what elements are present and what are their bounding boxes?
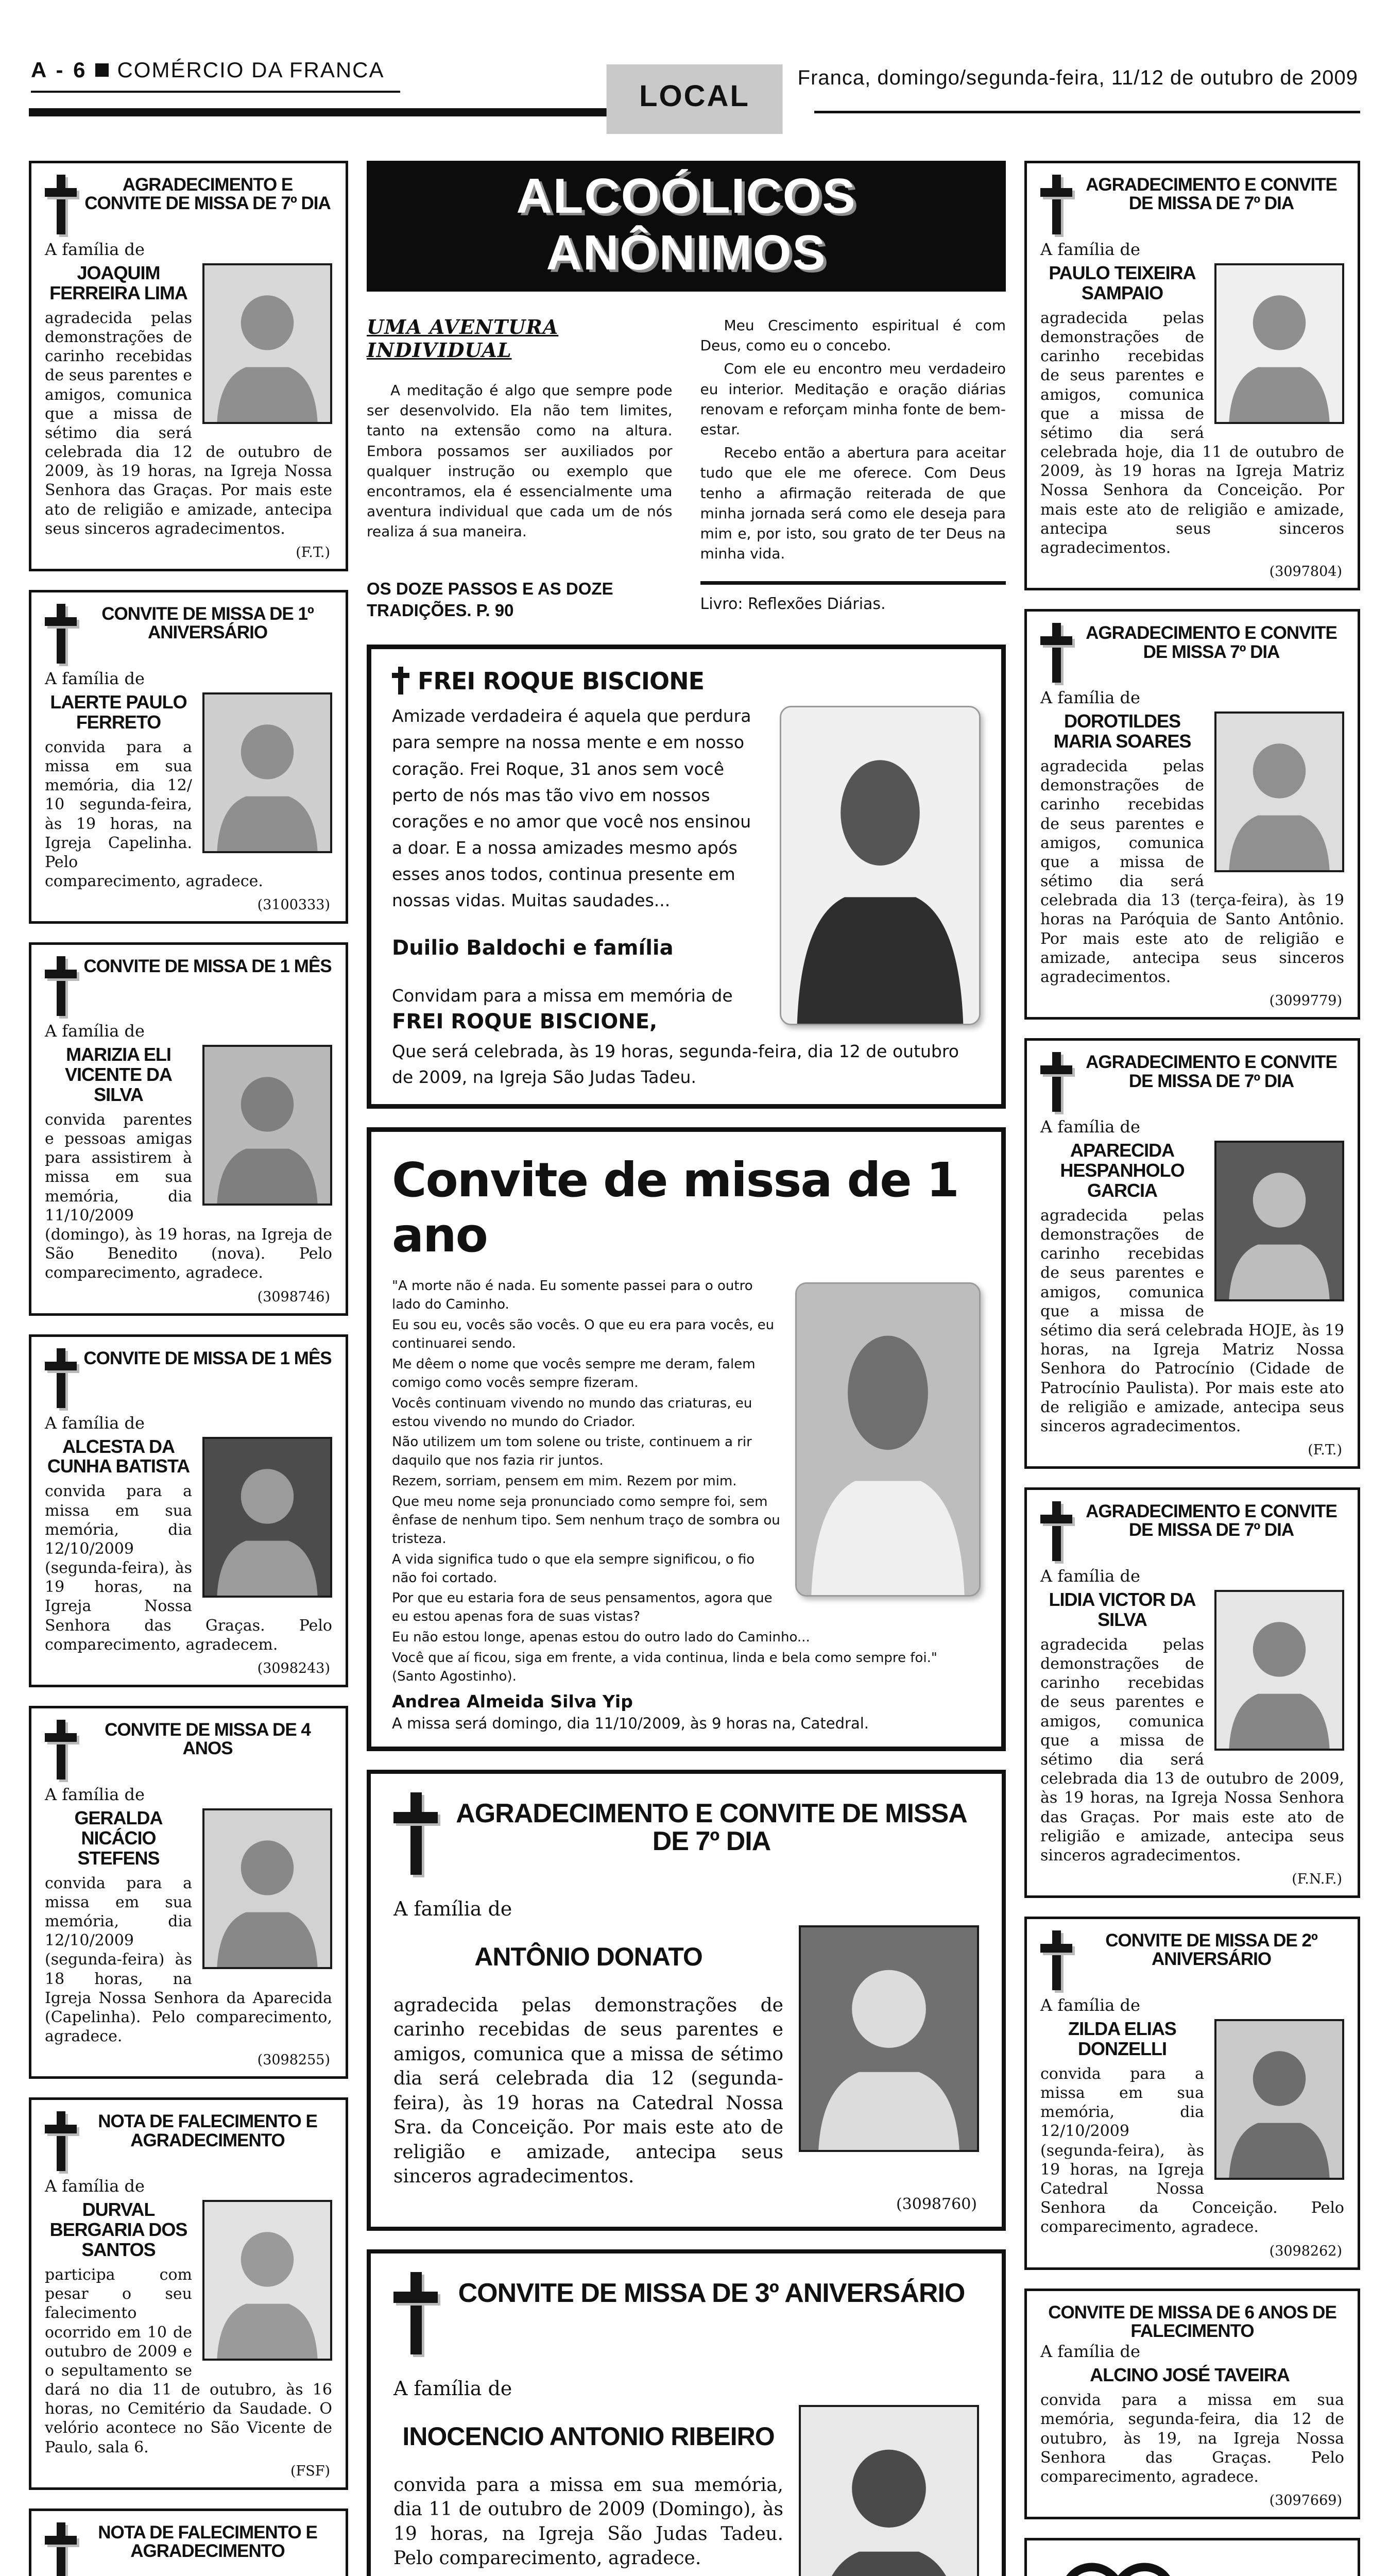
notice-title: CONVITE DE MISSA DE 2º ANIVERSÁRIO: [1105, 1930, 1317, 1970]
portrait-photo: [202, 692, 332, 853]
family-label: A família de: [1040, 1117, 1140, 1137]
notice-paulo-teixeira-sampaio: [1024, 161, 1360, 590]
deceased-name: JOAQUIM FERREIRA LIMA: [49, 262, 187, 303]
family-label: A família de: [1040, 688, 1140, 708]
notice-ref: (F.T.): [296, 545, 330, 561]
notice-title: CONVITE DE MISSA DE 6 ANOS DE FALECIMENTO: [1048, 2302, 1336, 2341]
right-column: [1024, 161, 1360, 2576]
notice-ref: (3098760): [896, 2195, 977, 2213]
deceased-name: ALCINO JOSÉ TAVEIRA: [1090, 2364, 1290, 2386]
portrait-photo: [780, 706, 981, 1025]
deceased-name: PAULO TEIXEIRA SAMPAIO: [1049, 262, 1196, 303]
deceased-name: INOCENCIO ANTONIO RIBEIRO: [402, 2421, 775, 2451]
family-label: A família de: [1040, 1566, 1140, 1586]
notice-body: convida para a missa em sua memória, dia 12/ 10 segunda-feira, às 19 horas, na Igreja Capelinha. Pelo comparecimento, agradece.: [45, 738, 263, 891]
notice-ref: (3098746): [257, 1289, 330, 1305]
page-number: A - 6: [31, 58, 88, 82]
notice-body: agradecida pelas demonstrações de carinho recebidas de seus parentes e amigos, comunica que a missa de sétimo dia será celebrada dia 12 (segunda-feira), às 19 horas na Catedral Nossa Sra. da Conceição. Por mais este ato de religião e amizade, antecipa seus sinceros agradecimentos.: [393, 1994, 783, 2188]
portrait-photo: [799, 2405, 979, 2576]
notice-geralda-nicacio-stefens: [29, 1706, 348, 2079]
columns: [29, 161, 1360, 2576]
cross-icon: [393, 2272, 438, 2360]
notice-dorotildes-maria-soares: [1024, 609, 1360, 1020]
notice-body: agradecida pelas demonstrações de carinho recebidas de seus parentes e amigos, comunica que a missa de sétimo dia será celebrada dia 13 de outubro de 2009, às 19 horas, na Igreja Nossa Senhora das Graças. Por mais este ato de religião e amizade, antecipa seus sinceros agradecimentos.: [1040, 1635, 1344, 1865]
notice-lidia-victor-da-silva: [1024, 1487, 1360, 1898]
cross-icon: [45, 604, 77, 668]
aa-paragraph: Recebo então a abertura para aceitar tudo que ele me oferece. Com Deus tenho a afirmação reiterada de que minha jornada será como ele deseja para mim e, por isto, sou grato de ter Deus na minha vida.: [700, 444, 1006, 563]
quote-line: Que meu nome seja pronunciado como sempre foi, sem ênfase de nenhum tipo. Sem nenhum traço de sombra ou tristeza.: [392, 1494, 780, 1547]
cross-icon: [393, 1792, 438, 1880]
family-label: A família de: [393, 1897, 512, 1920]
family-label: A família de: [45, 1785, 145, 1804]
family-label: A família de: [45, 1021, 145, 1041]
notice-ref: (3098255): [257, 2052, 330, 2069]
notice-ref: (3100333): [257, 897, 330, 913]
notice-body: agradecida pelas demonstrações de carinho recebidas de seus parentes e amigos, comunica que a missa de sétimo dia será celebrada hoje, dia 11 de outubro de 2009, às 19 horas na Igreja Matriz Nossa Senhora da Conceição. Por mais este ato de religião e amizade, antecipa seus sinceros agradecimentos.: [1040, 309, 1344, 557]
portrait-photo: [795, 1282, 981, 1597]
notice-body: convida parentes e pessoas amigas para assistirem à missa em sua memória, dia 11/10/2009 (domingo), às 19 horas, na Igreja de São Benedito (nova). Pelo comparecimento, agradece.: [45, 1110, 332, 1282]
quote-line: Não utilizem um tom solene ou triste, continuem a rir daquilo que nos fazia rir juntos.: [392, 1434, 752, 1469]
signature: Andrea Almeida Silva Yip: [392, 1691, 633, 1711]
family-label: A família de: [1040, 240, 1140, 259]
deceased-name: ANTÔNIO DONATO: [474, 1942, 702, 1971]
cross-icon: [45, 175, 77, 239]
quote-line: Vocês continuam vivendo no mundo das criaturas, eu estou vivendo no mundo do Criador.: [392, 1395, 752, 1430]
cross-icon: [45, 956, 77, 1020]
newspaper-name: COMÉRCIO DA FRANCA: [117, 58, 385, 82]
notice-body: participa com pesar o seu falecimento ocorrido em 10 de outubro de 2009 e o sepultamento se dará no dia 11 de outubro, às 16 horas, no Cemitério da Saudade. O velório acontece no São Vicente de Paulo, sala 6.: [45, 2265, 332, 2456]
dateline: Franca, domingo/segunda-feira, 11/12 de outubro de 2009: [797, 66, 1358, 89]
notice-ref: (3099779): [1269, 993, 1342, 1009]
page-header: [29, 19, 1360, 116]
notice-zilda-elias-donzelli: [1024, 1917, 1360, 2269]
portrait-photo: [1214, 1141, 1344, 1301]
deceased-name: ZILDA ELIAS DONZELLI: [1068, 2018, 1176, 2059]
notice-body: agradecida pelas demonstrações de carinho recebidas de seus parentes e amigos, comunica que a missa de sétimo dia será celebrada dia 12 de outubro de 2009, às 19 horas, na Igreja Nossa Senhora das Graças. Por mais este ato de religião e amizade, antecipa seus sinceros agradecimentos.: [45, 309, 332, 538]
notice-durval-bergaria-dos-santos: [29, 2097, 348, 2490]
notice-body: convida para a missa em sua memória, dia 11 de outubro de 2009 (Domingo), às 19 horas, na Igreja São Judas Tadeu. Pelo comparecimento, agradece.: [393, 2474, 783, 2569]
notice-ref: (F.T.): [1308, 1442, 1342, 1459]
cross-icon: [45, 1720, 77, 1784]
notice-title: FREI ROQUE BISCIONE: [418, 667, 705, 696]
notice-ref: (3098243): [257, 1660, 330, 1676]
portrait-photo: [202, 1437, 332, 1598]
deceased-name: LIDIA VICTOR DA SILVA: [1049, 1589, 1196, 1630]
notice-body: agradecida pelas demonstrações de carinho recebidas de seus parentes e amigos, comunica que a missa de sétimo dia será celebrada dia 13 (terça-feira), às 19 horas na Paróquia de Santo Antônio. Por mais este ato de religião e amizade, antecipa seus sinceros agradecimentos.: [1040, 757, 1344, 986]
deceased-name: LAERTE PAULO FERRETO: [50, 691, 187, 733]
invite-line: Convidam para a missa em memória de: [392, 986, 733, 1006]
quote-line: Por que eu estaria fora de seus pensamentos, agora que eu estou apenas fora de suas vistas?: [392, 1590, 773, 1625]
notice-title: Convite de missa de 1 ano: [392, 1153, 958, 1263]
notice-title: NOTA DE FALECIMENTO E AGRADECIMENTO: [98, 2522, 317, 2562]
notice-body: Amizade verdadeira é aquela que perdura para sempre na nossa mente e em nosso coração. Frei Roque, 31 anos sem você perto de nós mas tão vivo em nossos corações e no amor que você nos ensinou a doar. E a nossa amizades mesmo após esses anos todos, continua presente em nossas vidas. Muitas saudades...: [392, 706, 751, 911]
family-label: A família de: [45, 2176, 145, 2196]
cross-icon: [45, 2522, 77, 2576]
cross-icon: [45, 1348, 77, 1412]
cross-icon: [1040, 1501, 1072, 1565]
family-label: A família de: [1040, 2342, 1140, 2362]
notice-title: AGRADECIMENTO E CONVITE DE MISSA 7º DIA: [1086, 623, 1337, 662]
quote-line: "A morte não é nada. Eu somente passei para o outro lado do Caminho.: [392, 1278, 753, 1313]
cvv-ad: [1024, 2538, 1360, 2576]
notice-body: convida para a missa em sua memória, dia 12/10/2009 (segunda-feira) às 18 horas, na Igreja Nossa Senhora da Aparecida (Capelinha). Pelo comparecimento, agradece.: [45, 1874, 332, 2046]
notice-title: AGRADECIMENTO E CONVITE DE MISSA DE 7º DIA: [1086, 175, 1337, 214]
deceased-name: FREI ROQUE BISCIONE,: [392, 1010, 658, 1034]
cross-icon: [1040, 623, 1072, 687]
notice-body: agradecida pelas demonstrações de carinho recebidas de seus parentes e amigos, comunica que a missa de sétimo dia será celebrada HOJE, às 19 horas, na Igreja Matriz Nossa Senhora do Patrocínio (Cidade de Patrocínio Paulista). Por mais este ato de religião e amizade, antecipa seus sinceros agradecimentos.: [1040, 1206, 1344, 1435]
notice-title: AGRADECIMENTO E CONVITE DE MISSA DE 7º DIA: [1086, 1501, 1337, 1540]
family-label: A família de: [1040, 1995, 1140, 2015]
aa-divider: [700, 581, 1006, 585]
portrait-photo: [202, 263, 332, 424]
aa-banner: ALCOÓLICOS ANÔNIMOS: [367, 161, 1006, 292]
cvv-heart-phone-logo: [1054, 2561, 1182, 2576]
mass-schedule: Que será celebrada, às 19 horas, segunda-feira, dia 12 de outubro de 2009, na Igreja São Judas Tadeu.: [392, 1041, 959, 1087]
portrait-photo: [1214, 711, 1344, 872]
aa-article-title: UMA AVENTURA INDIVIDUAL: [367, 315, 559, 362]
mass-schedule: A missa será domingo, dia 11/10/2009, às 9 horas na, Catedral.: [392, 1714, 869, 1732]
aa-left-footer: OS DOZE PASSOS E AS DOZE TRADIÇÕES. P. 90: [367, 579, 613, 620]
portrait-photo: [202, 2200, 332, 2361]
deceased-name: APARECIDA HESPANHOLO GARCIA: [1060, 1140, 1185, 1201]
header-rule-left: [29, 108, 655, 116]
portrait-photo: [1214, 2019, 1344, 2180]
notice-ref: (F.N.F.): [1292, 1871, 1342, 1888]
notice-title: AGRADECIMENTO E CONVITE DE MISSA DE 7º DIA: [84, 175, 331, 214]
family-label: A família de: [45, 1413, 145, 1433]
masthead: [31, 58, 400, 93]
deceased-name: MARIZIA ELI VICENTE DA SILVA: [64, 1044, 173, 1105]
portrait-photo: [799, 1925, 979, 2152]
header-rule-right: [814, 111, 1360, 113]
family-label: A família de: [45, 669, 145, 688]
quote-line: A vida significa tudo o que ela sempre significou, o fio não foi cortado.: [392, 1551, 755, 1586]
notice-title: AGRADECIMENTO E CONVITE DE MISSA DE 7º DIA: [456, 1798, 967, 1856]
quote-line: Me dêem o nome que vocês sempre me deram, falem comigo como vocês sempre fizeram.: [392, 1356, 756, 1391]
notice-ref: (3098262): [1269, 2243, 1342, 2259]
notice-title: CONVITE DE MISSA DE 1 MÊS: [83, 956, 332, 977]
cross-icon: [392, 667, 409, 696]
deceased-name: ALCESTA DA CUNHA BATISTA: [47, 1435, 190, 1477]
deceased-name: DOROTILDES MARIA SOARES: [1053, 710, 1191, 752]
deceased-name: GERALDA NICÁCIO STEFENS: [74, 1807, 163, 1869]
notice-alcino-jose-taveira: [1024, 2289, 1360, 2520]
notice-body: convida para a missa em sua memória, dia 12/10/2009 (segunda-feira), às 19 horas, na Igreja Nossa Senhora das Graças. Pelo comparecimento, agradecem.: [45, 1482, 332, 1654]
signature: Duilio Baldochi e família: [392, 936, 674, 960]
aa-paragraph: Com ele eu encontro meu verdadeiro eu interior. Meditação e oração diárias renovam e reforçam minha fonte de bem-estar.: [700, 360, 1006, 438]
notice-laerte-paulo-ferreto: [29, 590, 348, 924]
quote-line: Rezem, sorriam, pensem em mim. Rezem por mim.: [392, 1473, 737, 1489]
notice-inocencio-antonio-ribeiro: [367, 2249, 1006, 2576]
section-tab: LOCAL: [606, 64, 783, 134]
left-column: [29, 161, 348, 2576]
family-label: A família de: [45, 240, 145, 259]
cross-icon: [1040, 1930, 1072, 1994]
notice-ref: (FSF): [290, 2463, 330, 2479]
notice-antonio-donato: [367, 1770, 1006, 2231]
notice-title: CONVITE DE MISSA DE 1 MÊS: [83, 1348, 332, 1368]
alcoolicos-anonimos-section: [367, 161, 1006, 626]
cross-icon: [1040, 175, 1072, 239]
notice-title: NOTA DE FALECIMENTO E AGRADECIMENTO: [98, 2111, 317, 2150]
portrait-photo: [202, 1045, 332, 1206]
aa-right-column: [700, 315, 1006, 622]
aa-paragraph: A meditação é algo que sempre pode ser desenvolvido. Ela não tem limites, tanto na extensão como na altura. Embora possamos ser auxiliados por qualquer instrução ou exemplo que encontramos, ela é essencialmente uma aventura individual que cada um de nós realiza á sua maneira.: [367, 382, 673, 540]
notice-alcesta-da-cunha-batista: [29, 1334, 348, 1687]
notice-title: AGRADECIMENTO E CONVITE DE MISSA DE 7º DIA: [1086, 1052, 1337, 1091]
cross-icon: [1040, 1052, 1072, 1116]
portrait-photo: [1214, 1590, 1344, 1751]
deceased-name: DURVAL BERGARIA DOS SANTOS: [49, 2199, 187, 2261]
aa-book-reference: Livro: Reflexões Diárias.: [700, 595, 886, 614]
notice-title: CONVITE DE MISSA DE 3º ANIVERSÁRIO: [458, 2278, 965, 2308]
notice-ref: (3097804): [1269, 564, 1342, 580]
quote-line: Eu sou eu, vocês são vocês. O que eu era para vocês, eu continuarei sendo.: [392, 1317, 775, 1352]
notice-aparecida-hespanholo-garcia: [1024, 1038, 1360, 1469]
notice-body: convida para a missa em sua memória, dia 12/10/2009 (segunda-feira), às 19 horas, na Igreja Catedral Nossa Senhora da Conceição. Pelo comparecimento, agradece.: [1040, 2064, 1344, 2236]
quote-line: Você que aí ficou, siga em frente, a vida continua, linda e bela como sempre foi." (Santo Agostinho).: [392, 1650, 937, 1684]
notice-joaquim-ferreira-lima: [29, 161, 348, 571]
cross-icon: [45, 2111, 77, 2175]
family-label: A família de: [393, 2377, 512, 2400]
notice-title: CONVITE DE MISSA DE 4 ANOS: [105, 1720, 311, 1759]
quote-line: Eu não estou longe, apenas estou do outro lado do Caminho...: [392, 1630, 810, 1646]
notice-title: CONVITE DE MISSA DE 1º ANIVERSÁRIO: [101, 604, 314, 643]
aa-left-column: [367, 315, 673, 622]
center-column: [367, 161, 1006, 2576]
notice-body: convida para a missa em sua memória, segunda-feira, dia 12 de outubro, às 19, na Igreja Nossa Senhora das Graças. Pelo comparecimento, agradece.: [1040, 2391, 1344, 2486]
notice-jose-ferreira-santiago: [29, 2509, 348, 2576]
portrait-photo: [1214, 263, 1344, 424]
square-bullet-icon: [95, 63, 109, 77]
notice-frei-roque-biscione: [367, 645, 1006, 1109]
portrait-photo: [202, 1808, 332, 1969]
notice-ref: (3097669): [1269, 2493, 1342, 2509]
notice-missa-de-1-ano: [367, 1127, 1006, 1751]
notice-marizia-eli-vicente: [29, 942, 348, 1315]
aa-paragraph: Meu Crescimento espiritual é com Deus, como eu o concebo.: [700, 317, 1006, 354]
